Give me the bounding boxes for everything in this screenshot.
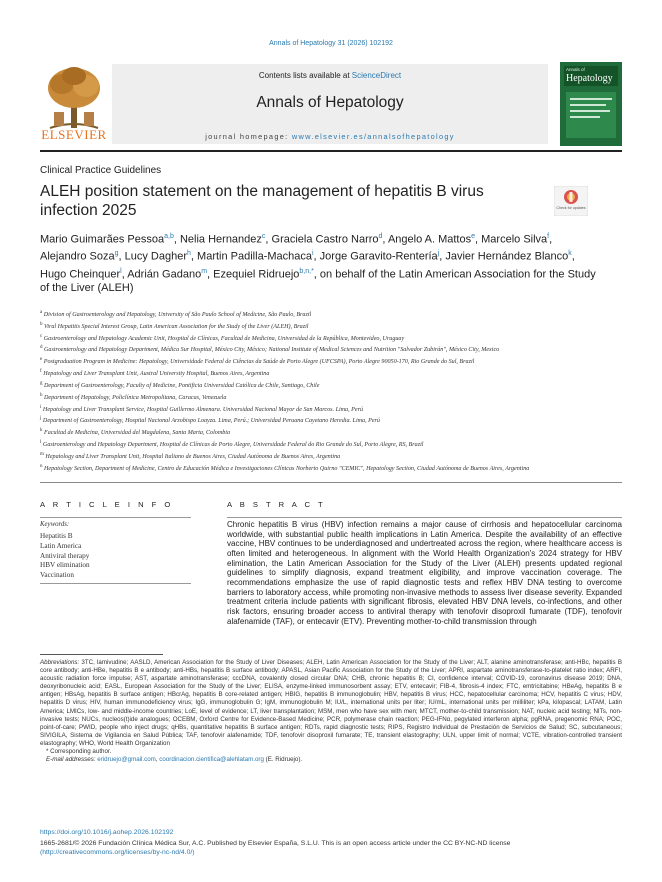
affiliation-item	[40, 392, 625, 403]
affiliation-item	[40, 404, 625, 415]
affiliation-text: Facultad de Medicina, Universidad del Magdalena, Santa Marta, Colombia	[44, 430, 231, 437]
affiliation-text: Gastroenterology and Hepatology Department, Médica Sur Hospital, México City, México; National Institute of Medical Sciences and Nutrition "Salvador Zubirán", México City, Mexico	[44, 347, 500, 354]
email-label: E-mail addresses:	[46, 756, 96, 764]
footnotes	[40, 659, 622, 764]
affiliation-text: Hepatology Section, Department of Medicine, Centro de Educación Médica e Investigaciones Clínicas Norberto Quirno "CEMIC", Hepatology Section, Ciudad Autónoma de Buenos Aires, Argentina	[44, 465, 530, 472]
article-info-rule-bottom	[40, 583, 191, 584]
affiliation-key: n	[40, 463, 43, 469]
affiliation-key: k	[40, 428, 43, 434]
affiliation-item	[40, 368, 625, 379]
journal-cover-image[interactable]	[560, 62, 622, 146]
author-aff-ref[interactable]: c	[261, 233, 266, 240]
license-link[interactable]: (http://creativecommons.org/licenses/by-nc-nd/4.0/)	[40, 849, 195, 856]
affiliation-item	[40, 463, 625, 474]
abbreviations-label: Abbreviations:	[40, 659, 80, 666]
affiliation-text: Postgraduation Program in Medicine: Hepatology, Universidade Federal de Ciências da Saúde de Porto Alegre (UFCSPA), Porto Alegre 90050-170, Rio Grande do Sul, Brazil	[43, 359, 475, 366]
author-aff-ref[interactable]: f	[547, 233, 550, 240]
check-for-updates-badge[interactable]	[554, 186, 588, 216]
affiliation-item	[40, 309, 625, 320]
author-name[interactable]: Mario Guimarães Pessoa	[40, 233, 165, 246]
affiliation-text: Gastroenterology and Hepatology Academic Unit, Hospital de Clínicas, Facultad de Medicina, Universidad de la República, Montevideo, Uruguay	[43, 335, 405, 342]
author-name[interactable]: Jorge Garavito-Rentería	[319, 250, 438, 263]
keyword-item[interactable]: Antiviral therapy	[40, 551, 90, 560]
author-name[interactable]: Martin Padilla-Machaca	[197, 250, 312, 263]
corresponding-author-note: * Corresponding author.	[46, 748, 112, 756]
abstract-heading: A B S T R A C T	[227, 500, 326, 509]
email-link[interactable]: coordinacion.cientifica@alehlatam.org	[159, 756, 264, 764]
abstract-rule	[227, 517, 622, 518]
author-name[interactable]: Javier Hernández Blanco	[445, 250, 569, 263]
affiliation-key: i	[40, 404, 42, 410]
author-aff-ref[interactable]: k	[568, 250, 572, 258]
keyword-item[interactable]: Vaccination	[40, 571, 74, 580]
elsevier-wordmark: ELSEVIER	[41, 127, 107, 142]
keywords-label: Keywords:	[40, 521, 70, 528]
homepage-line	[112, 132, 548, 141]
keyword-item[interactable]: HBV elimination	[40, 561, 90, 570]
affiliation-item	[40, 451, 625, 462]
abbreviations-footnote	[40, 659, 622, 748]
author-name[interactable]: Lucy Dagher	[124, 250, 188, 263]
author-name[interactable]: Nelia Hernandez	[179, 233, 262, 246]
affiliation-item	[40, 344, 625, 355]
affiliation-key: d	[40, 345, 43, 351]
author-aff-ref[interactable]: g	[114, 250, 119, 258]
affiliation-text: Hepatology and Liver Transplant Unit, Austral University Hospital, Buenos Aires, Argentina	[43, 371, 270, 378]
author-aff-ref[interactable]: l	[120, 267, 122, 275]
abbreviations-text: 3TC, lamivudine; AASLD, American Association for the Study of Liver Diseases; ALEH, Latin American Association for the Study of the Liver; ALT, alanine aminotransferase; anti-HBc, hepatitis B core antibody; anti-HBe, hepatitis B e antibody; anti-HBs, hepatitis B surface antibody; APASL, Asian Pacific Association for the Study of the Liver; APRI, aspartate aminotransferase-to-platelet ratio index; ARFI, acoustic radiation force impulse; AST, aspartate aminotransferase; cccDNA, covalently closed circular DNA; CHB, chronic hepatitis B; CI, confidence interval; COVID-19, coronavirus disease 2019; DNA, deoxyribonucleic acid; EASL, European Association for the Study of the Liver; ELISA, enzyme-linked immunosorbent assay; ETV, entecavir; FIB-4, fibrosis-4 index; FTC, emtricitabine; HBeAg, hepatitis B e antigen; HBsAg, hepatitis B surface antigen; HBcrAg, hepatitis B core-related antigen; HBIG, hepatitis B immunoglobulin; HBV, hepatitis B virus; HCC, hepatocellular carcinoma; HCV, hepatitis C virus; HDV, hepatitis D virus; HIV, human immunodeficiency virus; IgG, immunoglobulin G; IgM, immunoglobulin M; IU/L, international units per liter; IU/mL, international units per milliliter; kPa, kilopascal; LATAM, Latin America; LMICs, low- and middle-income countries; LoE, level of evidence; LT, liver transplantation; MSM, men who have sex with men; MTCT, mother-to-child transmission; NAT, nucleic acid testing; NITs, non-invasive tests; NUCs, nucleos(t)ide analogues; OCEBM, Oxford Centre for Evidence-Based Medicine; PCR, polymerase chain reaction; PEG-IFNα, pegylated interferon alpha; pgRNA, pregenomic RNA; POC, point-of-care; PWID, people who inject drugs; qHBs, quantitative hepatitis B surface antigen; RDTs, rapid diagnostic tests; RIPS, Registro Individual de Prestación de Servicios de Salud; SC, subcutaneous; SIVIGILA, Sistema de Vigilancia en Salud Pública; TAF, tenofovir alafenamide; TDF, tenofovir disoproxil fumarate; TE, transient elastography; ULN, upper limit of normal; VCTE, vibration-controlled transient elastography; WHO, World Health Organization	[40, 659, 622, 747]
author-aff-ref[interactable]: a,b	[164, 233, 174, 240]
author-name[interactable]: Adrián Gadano	[127, 268, 202, 281]
affiliation-item	[40, 321, 625, 332]
cover-subtitle: Annals of	[566, 67, 585, 72]
affiliation-text: Department of Gastroenterology, Faculty of Medicine, Pontificia Universidad Católica de Chile, Santiago, Chile	[44, 382, 320, 389]
header-rule	[40, 150, 622, 152]
author-aff-ref[interactable]: e	[471, 233, 476, 240]
article-type: Clinical Practice Guidelines	[40, 165, 162, 176]
homepage-prefix: journal homepage:	[205, 132, 292, 141]
author-aff-ref[interactable]: i	[311, 250, 314, 258]
journal-title: Annals of Hepatology	[256, 94, 404, 111]
affiliation-key: f	[40, 369, 42, 375]
affiliation-key: j	[40, 416, 42, 422]
section-separator	[40, 482, 622, 483]
article-info-heading: A R T I C L E I N F O	[40, 500, 174, 509]
article-info-rule	[40, 517, 191, 518]
affiliation-text: Department of Gastroenterology, Hospital Nacional Arzobispo Loayza. Lima, Perú.; Universidad Peruana Cayetano Heredia. Lima, Perú	[42, 418, 380, 425]
affiliation-key: a	[40, 310, 43, 315]
author-list: Mario Guimarães Pessoa$^{a,b}$, Nelia Hernandez$^c$, Graciela Castro Narro$^d$, Angelo A. Mattos$^e$, Marcelo Silva$^f$, Alejandro Soza$^g$, Lucy Dagher$^h$, Martin Padilla-Machaca$^i$, Jorge Garavito-Rentería$^j$, Javier Hernández Blanco$^k$, Hugo Cheinquer$^l$, Adrián Gadano$^m$, Ezequiel Ridruejo$^{b,n,*}$, on behalf of the Latin American Association for the Study of the Liver (ALEH)	[40, 233, 596, 294]
affiliation-item	[40, 380, 625, 391]
author-name[interactable]: Angelo A. Mattos	[387, 233, 472, 246]
copyright-line: 1665-2681/© 2026 Fundación Clínica Médica Sur, A.C. Published by Elsevier España, S.L.U. This is an open access article under the CC BY-NC-ND license	[40, 840, 511, 847]
email-suffix: (E. Ridruejo).	[263, 756, 303, 764]
affiliation-key: c	[40, 333, 43, 339]
authors-suffix: , on behalf of the Latin American Association for the Study of the Liver (ALEH)	[40, 268, 596, 294]
affiliation-text: Hepatology and Liver Transplant Service, Hospital Guillermo Almenara. Universidad Nacional Mayor de San Marcos. Lima, Perú	[42, 406, 363, 413]
affiliation-item	[40, 415, 625, 426]
author-name[interactable]: Ezequiel Ridruejo	[213, 268, 300, 281]
author-name[interactable]: Graciela Castro Narro	[271, 233, 379, 246]
check-for-updates-label: Check for updates	[556, 206, 586, 210]
contents-prefix: Contents lists available at	[258, 71, 352, 80]
affiliation-key: e	[40, 357, 43, 363]
keyword-item[interactable]: Latin America	[40, 541, 82, 550]
footnote-rule	[40, 654, 163, 655]
affiliation-text: Hepatology and Liver Transplant Unit, Hospital Italiano de Buenos Aires, Ciudad Autónoma de Buenos Aires, Argentina	[45, 453, 341, 460]
homepage-link[interactable]: www.elsevier.es/annalsofhepatology	[291, 132, 455, 141]
running-head[interactable]: Annals of Hepatology 31 (2026) 102192	[269, 40, 393, 47]
author-name[interactable]: Hugo Cheinquer	[40, 268, 121, 281]
crossmark-icon	[554, 186, 588, 216]
elsevier-logo[interactable]	[40, 64, 108, 144]
author-aff-ref[interactable]: h	[187, 250, 191, 258]
affiliation-key: b	[40, 321, 43, 327]
affiliation-key: h	[40, 392, 43, 398]
email-footnote	[40, 756, 622, 764]
doi-link[interactable]: https://doi.org/10.1016/j.aohep.2026.102192	[40, 829, 174, 836]
author-aff-ref[interactable]: m	[201, 267, 208, 275]
sciencedirect-link[interactable]: ScienceDirect	[351, 71, 402, 80]
keyword-item[interactable]: Hepatitis B	[40, 532, 73, 540]
affiliation-text: Viral Hepatitis Special Interest Group, Latin American Association for the Study of the Liver (ALEH), Brazil	[44, 323, 309, 330]
affiliation-item	[40, 427, 625, 438]
article-title: ALEH position statement on the management of hepatitis B virus infection 2025	[40, 183, 484, 219]
keyword-list	[40, 532, 90, 581]
cover-title: Hepatology	[566, 73, 613, 84]
contents-line	[112, 71, 548, 80]
affiliation-list	[40, 309, 625, 474]
affiliation-item	[40, 356, 625, 367]
author-aff-ref[interactable]: d	[378, 233, 383, 240]
email-link[interactable]: eridruejo@gmail.com	[97, 756, 156, 764]
author-name[interactable]: Marcelo Silva	[481, 233, 548, 246]
abstract-text: Chronic hepatitis B virus (HBV) infection remains a major cause of cirrhosis and hepatocellular carcinoma worldwide, with substantial public health implications in Latin America. Despite the availability of an effective vaccine, HBV continues to be underdiagnosed and undertreated across the region, where healthcare access is often limited and heterogeneous. In alignment with the World Health Organization's 2024 strategy for HBV elimination, the Latin American Association for the Study of the Liver (ALEH) presents updated regional guidelines to simplify diagnosis, expand treatment eligibility, and improve vaccination coverage. The recommendations emphasize the use of rapid diagnostic tests and reflex HBV DNA testing to overcome barriers to laboratory access, while promoting non-invasive methods to assess liver disease severity. Expanded treatment criteria include patients with significant fibrosis, elevated HBV DNA levels, co-infections, and other risk factors, ensuring broader access to antiviral therapy with tenofovir disoproxil fumarate (TDF), tenofovir alafenamide (TAF), or entecavir (ETV). Preventing mother-to-child transmission through	[227, 520, 622, 626]
copyright-notice	[40, 839, 622, 857]
affiliation-key: g	[40, 380, 43, 386]
author-name[interactable]: Alejandro Soza	[40, 250, 115, 263]
affiliation-key: l	[40, 439, 42, 445]
affiliation-text: Department of Hepatology, Policlínica Metropolitana, Caracas, Venezuela	[44, 394, 227, 401]
author-aff-ref[interactable]: j	[437, 250, 440, 258]
author-aff-ref[interactable]: b,n,*	[299, 267, 314, 275]
affiliation-text: Gastroenterology and Hepatology Department, Hospital de Clínicas de Porto Alegre, Universidade Federal do Rio Grande do Sul, Porto Alegre, RS, Brazil	[42, 441, 424, 448]
affiliation-text: Division of Gastroenterology and Hepatology, University of São Paulo School of Medicine, São Paulo, Brazil	[43, 312, 312, 319]
email-separator: ,	[155, 756, 160, 764]
affiliation-key: m	[40, 451, 44, 457]
affiliation-item	[40, 333, 625, 344]
affiliation-item	[40, 439, 625, 450]
